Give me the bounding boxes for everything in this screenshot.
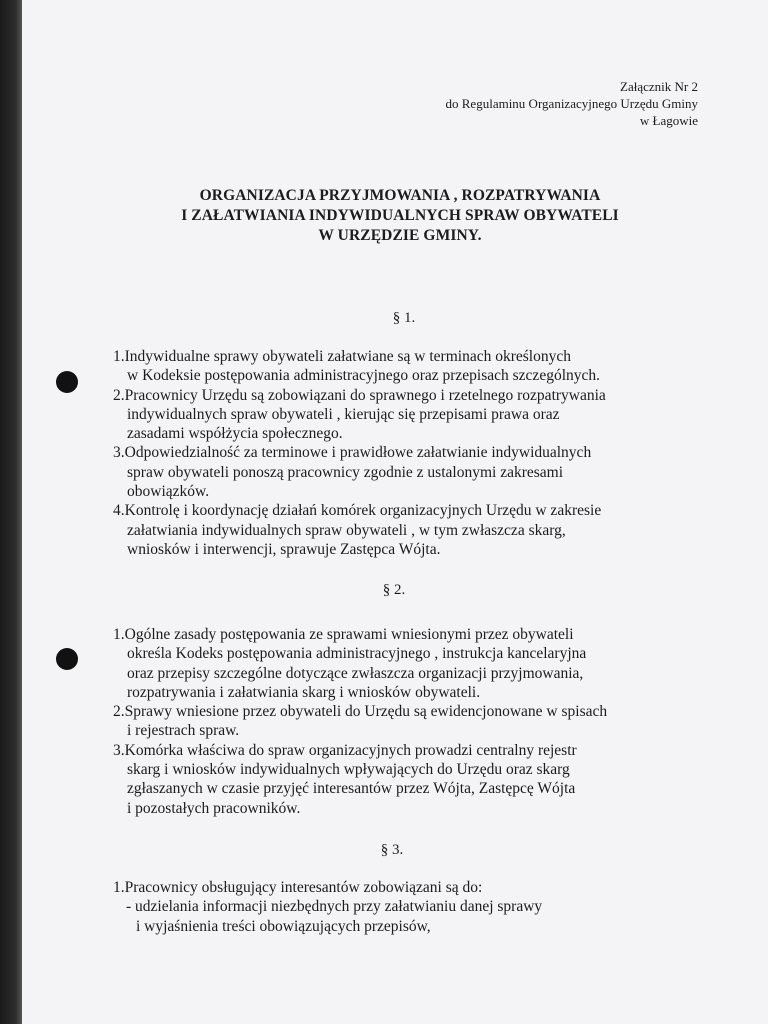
- header-line: do Regulaminu Organizacyjnego Urzędu Gminy: [445, 96, 698, 111]
- list-item: [113, 501, 713, 559]
- section-2-items: [113, 625, 713, 818]
- item-line: i pozostałych pracowników.: [127, 799, 301, 817]
- item-line: indywidualnych spraw obywateli , kierując się przepisami prawa oraz: [127, 405, 560, 423]
- item-first-line: 1.Ogólne zasady postępowania ze sprawami wniesionymi przez obywateli: [113, 626, 574, 643]
- document-title: [100, 186, 700, 246]
- title-line: ORGANIZACJA PRZYJMOWANIA , ROZPATRYWANIA: [199, 187, 601, 204]
- title-line: I ZAŁATWIANIA INDYWIDUALNYCH SPRAW OBYWATELI: [181, 207, 619, 224]
- list-item: [113, 347, 713, 386]
- item-line: spraw obywateli ponoszą pracownicy zgodnie z ustalonymi zakresami: [127, 463, 564, 481]
- list-item: [113, 443, 713, 501]
- list-item: [113, 878, 713, 897]
- section-1-items: [113, 347, 713, 559]
- item-first-line: 4.Kontrolę i koordynację działań komórek organizacyjnych Urzędu w zakresie: [113, 502, 602, 520]
- item-line: i wyjaśnienia treści obowiązujących przepisów,: [136, 917, 431, 935]
- item-first-line: 1.Indywidualne sprawy obywateli załatwiane są w terminach określonych: [113, 348, 571, 365]
- attachment-header: [446, 78, 698, 129]
- item-first-line: 2.Sprawy wniesione przez obywateli do Urzędu są ewidencjonowane w spisach: [113, 703, 608, 721]
- item-first-line: 3.Komórka właściwa do spraw organizacyjnych prowadzi centralny rejestr: [113, 741, 577, 759]
- item-line: i rejestrach spraw.: [127, 722, 240, 740]
- item-first-line: 1.Pracownicy obsługujący interesantów zobowiązani są do:: [113, 879, 483, 896]
- header-line: Załącznik Nr 2: [620, 79, 698, 94]
- list-item: [113, 386, 713, 444]
- item-line: rozpatrywania i załatwiania skarg i wniosków obywateli.: [127, 683, 481, 701]
- binder-edge: [0, 0, 22, 1024]
- punch-hole: [56, 648, 78, 670]
- punch-hole: [56, 371, 78, 393]
- list-item: [113, 741, 713, 818]
- item-first-line: - udzielania informacji niezbędnych przy załatwianiu danej sprawy: [126, 898, 543, 916]
- list-item: [113, 625, 713, 702]
- item-line: oraz przepisy szczególne dotyczące zwłaszcza organizacji przyjmowania,: [127, 664, 584, 682]
- item-line: w Kodeksie postępowania administracyjnego oraz przepisach szczególnych.: [127, 367, 601, 385]
- item-line: wniosków i interwencji, sprawuje Zastępca Wójta.: [127, 540, 441, 558]
- list-item: [126, 897, 713, 936]
- list-item: [113, 702, 713, 741]
- section-mark: § 2.: [382, 582, 406, 598]
- item-first-line: 3.Odpowiedzialność za terminowe i prawidłowe załatwianie indywidualnych: [113, 444, 592, 462]
- title-line: W URZĘDZIE GMINY.: [318, 227, 482, 244]
- section-mark: § 3.: [380, 842, 404, 858]
- item-first-line: 2.Pracownicy Urzędu są zobowiązani do sprawnego i rzetelnego rozpatrywania: [113, 386, 606, 404]
- item-line: załatwiania indywidualnych spraw obywateli , w tym zwłaszcza skarg,: [127, 521, 566, 539]
- section-3-items: [113, 878, 713, 936]
- item-line: skarg i wniosków indywidualnych wpływających do Urzędu oraz skarg: [127, 761, 570, 779]
- item-line: zgłaszanych w czasie przyjęć interesantów przez Wójta, Zastępcę Wójta: [127, 780, 576, 798]
- item-line: określa Kodeks postępowania administracyjnego , instrukcja kancelaryjna: [127, 645, 587, 663]
- header-line: w Łagowie: [639, 113, 698, 128]
- section-mark: § 1.: [392, 310, 416, 326]
- item-line: zasadami współżycia społecznego.: [127, 425, 343, 443]
- item-line: obowiązków.: [127, 483, 210, 501]
